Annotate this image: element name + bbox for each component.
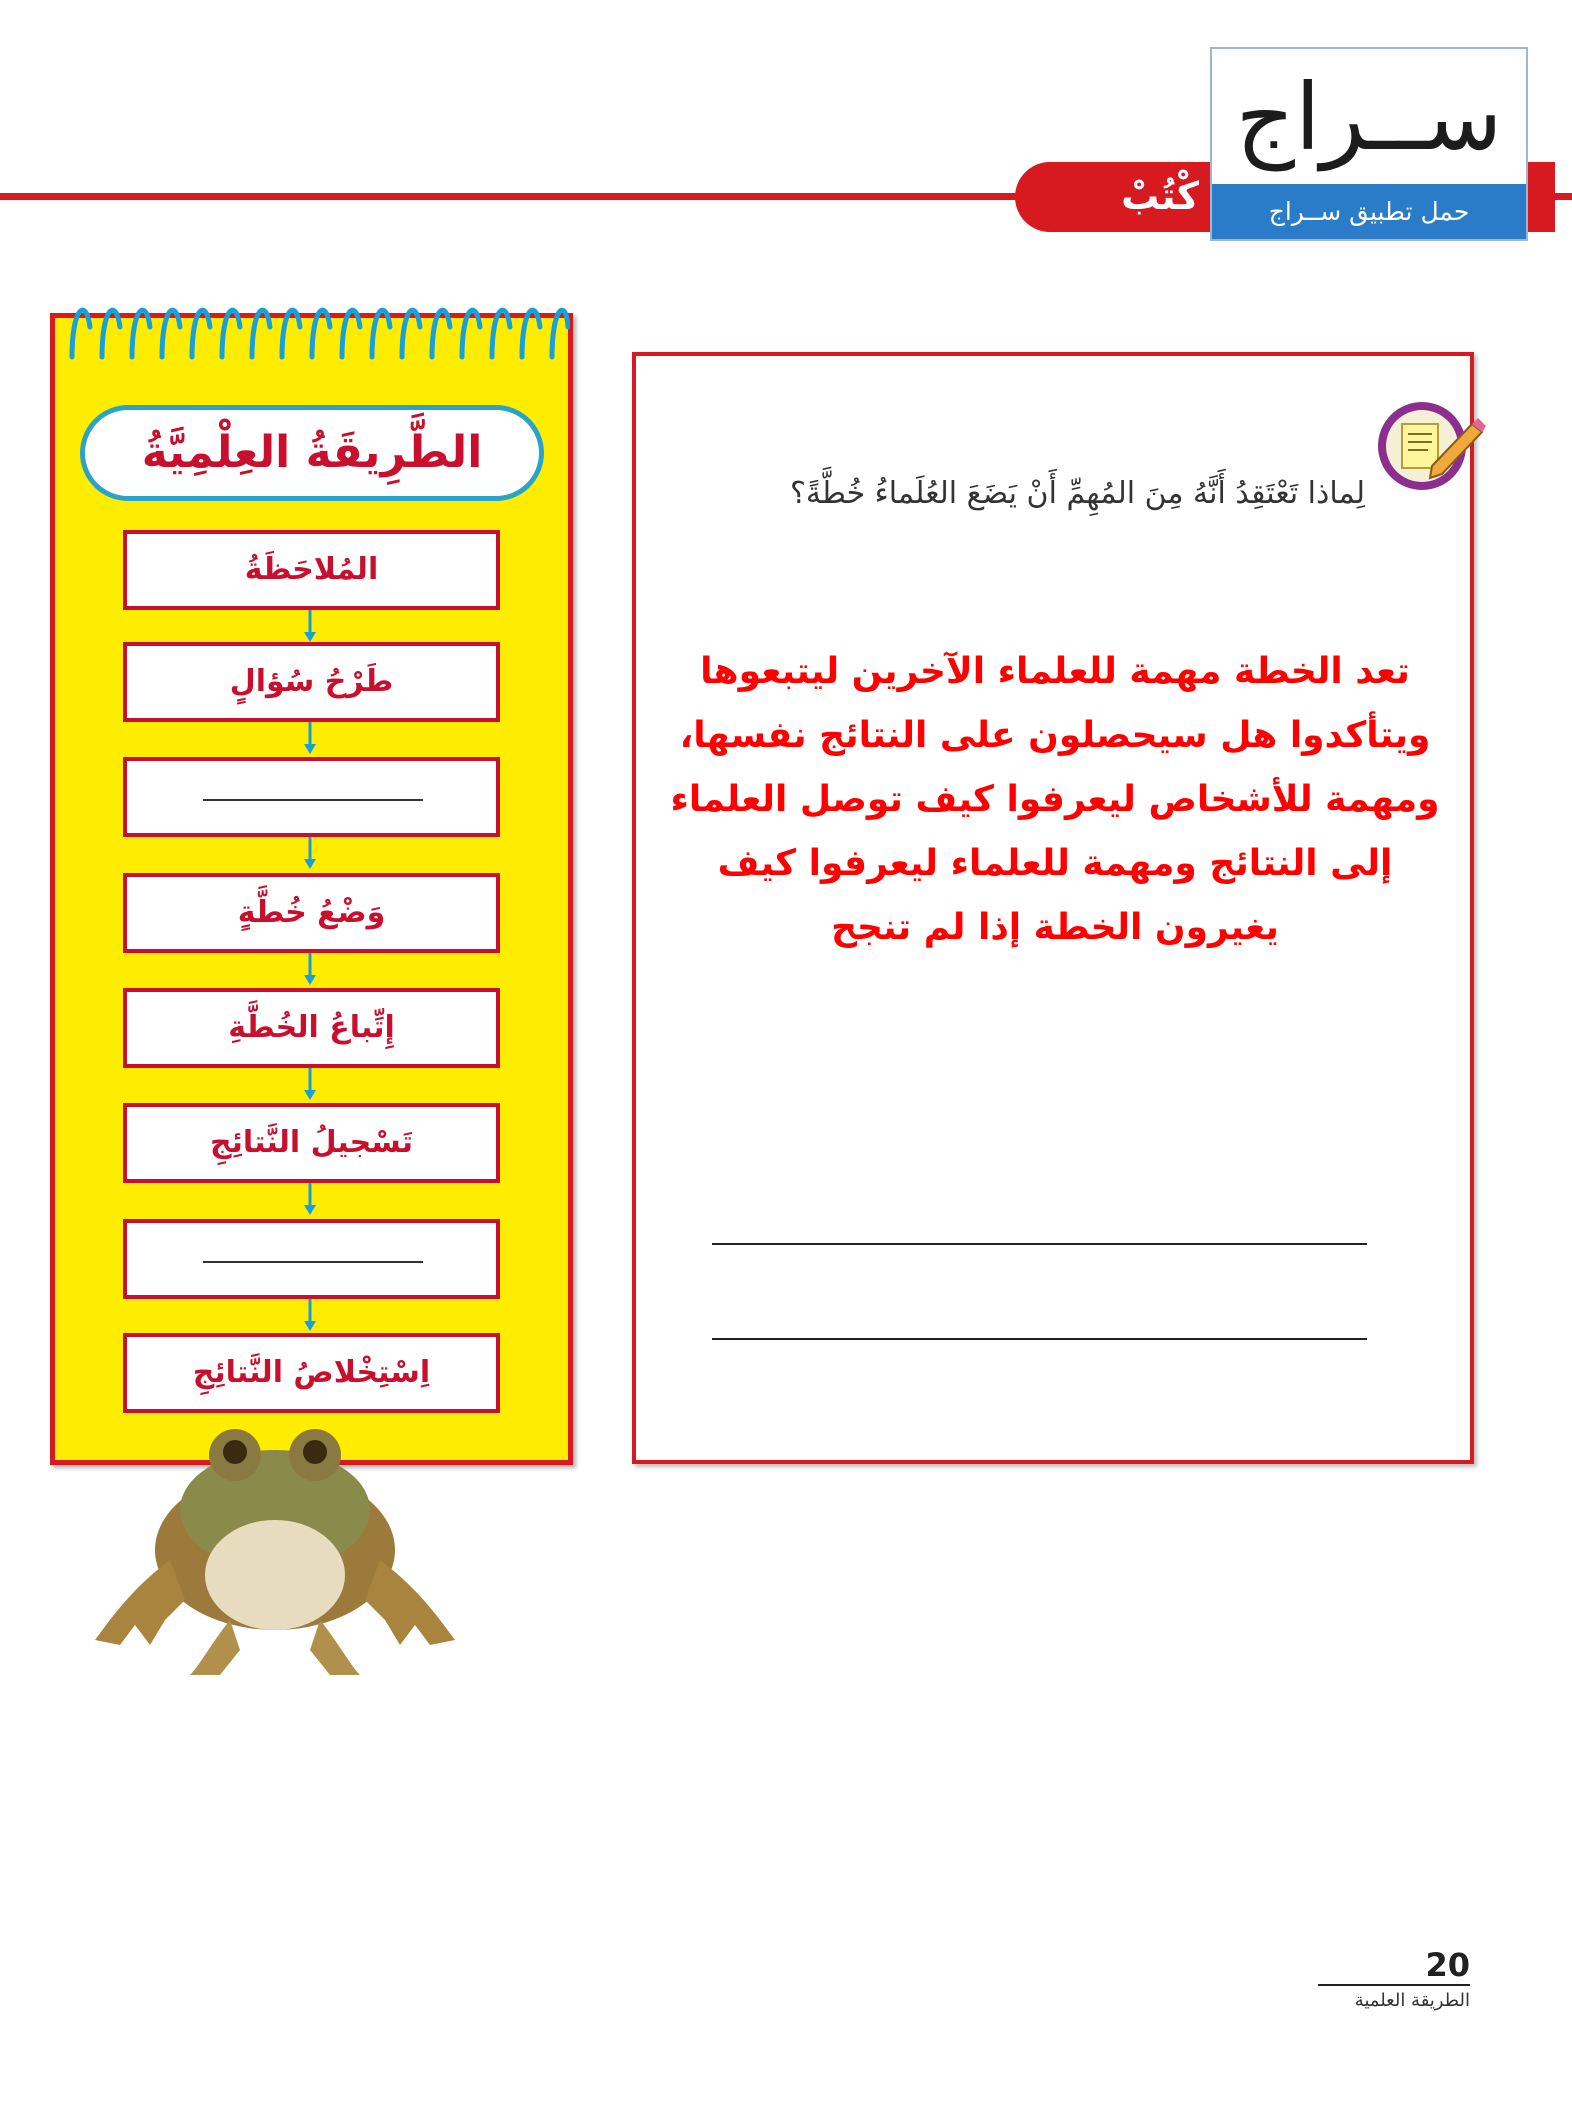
notebook-title: الطَّرِيقَةُ العِلْمِيَّةُ <box>80 405 544 501</box>
page-number: 20 <box>1425 1946 1470 1984</box>
question-text: لِماذا تَعْتَقِدُ أَنَّهُ مِنَ المُهِمِّ أَنْ يَضَعَ العُلَماءُ خُطَّةً؟ <box>789 476 1365 511</box>
arrow-down-icon <box>304 1068 316 1100</box>
footer-rule <box>1318 1984 1470 1986</box>
logo-tagline: حمل تطبيق ســراج <box>1212 184 1526 239</box>
arrow-down-icon <box>304 610 316 642</box>
logo-word: ســراج <box>1235 64 1503 171</box>
arrow-down-icon <box>304 837 316 869</box>
arrow-down-icon <box>304 722 316 754</box>
answer-line[interactable] <box>712 1243 1367 1245</box>
write-notes-icon <box>1372 396 1490 496</box>
siraj-logo[interactable] <box>1210 47 1528 241</box>
arrow-down-icon <box>304 1299 316 1331</box>
answer-text[interactable]: تعد الخطة مهمة للعلماء الآخرين ليتبعوها ويتأكدوا هل سيحصلون على النتائج نفسها، ومهمة للأشخاص ليعرفوا كيف توصل العلماء إلى النتائج ومهمة للعلماء ليعرفوا كيف يغيرون الخطة إذا لم تنجح <box>670 651 1440 948</box>
header-tab-word: كْتُبْ <box>1121 174 1199 218</box>
fill-in-line <box>203 799 423 801</box>
fill-in-line <box>203 1261 423 1263</box>
arrow-down-icon <box>304 1183 316 1215</box>
arrow-down-icon <box>304 953 316 985</box>
step-box: اِسْتِخْلاصُ النَّتائِجِ <box>123 1333 500 1413</box>
step-box: تَسْجيلُ النَّتائِجِ <box>123 1103 500 1183</box>
spiral-binding-icon <box>60 287 570 387</box>
step-box-blank[interactable] <box>123 1219 500 1299</box>
step-box: المُلاحَظَةُ <box>123 530 500 610</box>
step-box: إِتِّباعُ الخُطَّةِ <box>123 988 500 1068</box>
step-box: طَرْحُ سُؤالٍ <box>123 642 500 722</box>
answer-line[interactable] <box>712 1338 1367 1340</box>
footer-chapter-title: الطريقة العلمية <box>1354 1990 1470 2011</box>
step-box-blank[interactable] <box>123 757 500 837</box>
step-box: وَضْعُ خُطَّةٍ <box>123 873 500 953</box>
frog-icon <box>90 1400 460 1680</box>
